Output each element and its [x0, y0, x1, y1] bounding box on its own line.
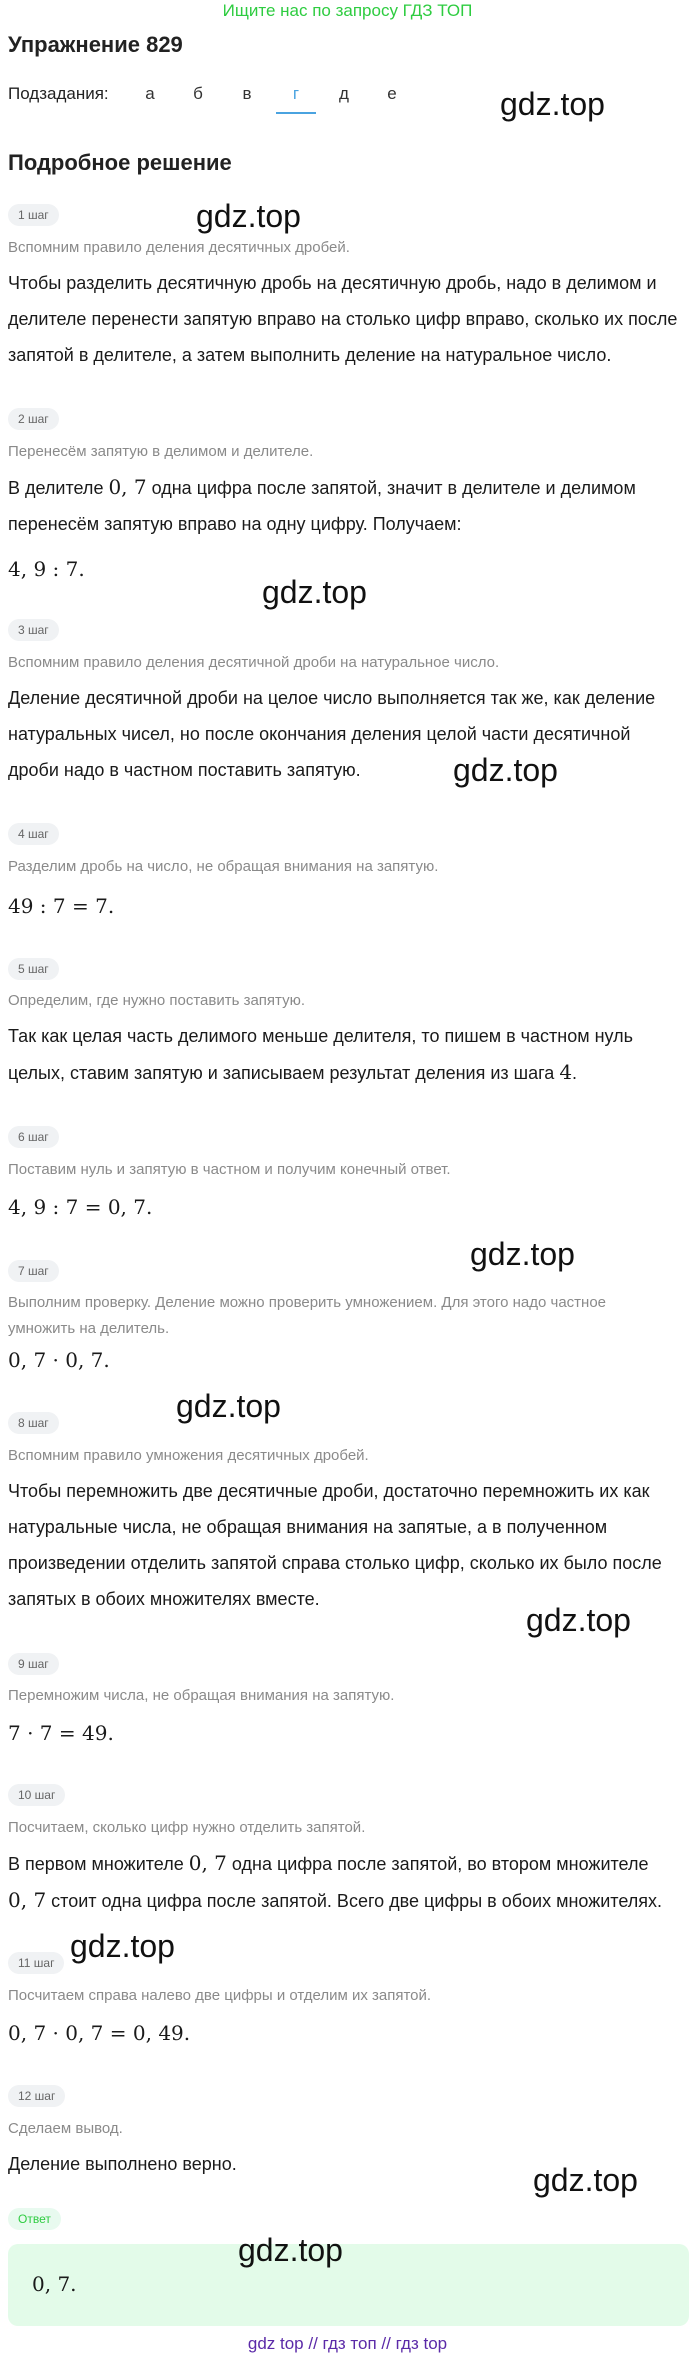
math-inline: 0, 7 — [8, 1888, 47, 1912]
step-hint: Сделаем вывод. — [8, 2120, 123, 2137]
step-hint: Посчитаем справа налево две цифры и отделим их запятой. — [8, 1987, 432, 2004]
step-hint: Перемножим числа, не обращая внимания на запятую. — [8, 1687, 395, 1704]
promo-banner: Ищите нас по запросу ГДЗ ТОП — [222, 1, 473, 20]
subtask-tab-v[interactable]: в — [242, 84, 252, 103]
footer-separator: // — [381, 2334, 391, 2353]
step-text — [8, 680, 688, 788]
watermark: gdz.top — [500, 86, 605, 122]
step-badge: 8 шаг — [8, 1412, 59, 1434]
step-badge: 12 шаг — [8, 2085, 65, 2107]
math-expression: 7 · 7 = 49. — [8, 1721, 114, 1745]
step-hint: Вспомним правило деления десятичных дробей. — [8, 239, 350, 256]
watermark: gdz.top — [176, 1388, 281, 1424]
math-expression: 49 : 7 = 7. — [8, 894, 115, 918]
text-line: натуральных чисел, но после окончания деления целой части десятичной — [8, 724, 631, 744]
watermark: gdz.top — [196, 198, 301, 234]
step-hint: Вспомним правило умножения десятичных дробей. — [8, 1447, 369, 1464]
text-line: целых, ставим запятую и записываем результат деления из шага 4. — [8, 1060, 578, 1084]
step-text — [8, 1845, 688, 1919]
subtasks-label: Подзадания: — [8, 84, 109, 103]
page-title: Упражнение 829 — [8, 32, 183, 57]
text-line: В делителе 0, 7 одна цифра после запятой, значит в делителе и делимом — [8, 475, 636, 499]
step-badge: 3 шаг — [8, 619, 59, 641]
subtask-tab-d[interactable]: д — [339, 84, 349, 103]
math-expression: 4, 9 : 7 = 0, 7. — [8, 1195, 153, 1219]
watermark: gdz.top — [453, 752, 558, 788]
footer-separator: // — [308, 2334, 318, 2353]
subtask-tab-g-active[interactable]: г — [292, 84, 300, 103]
step-badge: 9 шаг — [8, 1653, 59, 1675]
step-hint: Определим, где нужно поставить запятую. — [8, 992, 305, 1009]
text-line: В первом множителе 0, 7 одна цифра после запятой, во втором множителе — [8, 1851, 649, 1875]
math-inline: 0, 7 — [108, 475, 147, 499]
text-line: перенесём запятую вправо на одну цифру. Получаем: — [8, 514, 462, 534]
text-line: Чтобы перемножить две десятичные дроби, достаточно перемножить их как — [8, 1481, 650, 1501]
text-line: запятой в делителе, а затем выполнить деление на натуральное число. — [8, 345, 612, 365]
text-line: 0, 7 стоит одна цифра после запятой. Всего две цифры в обоих множителях. — [8, 1888, 663, 1912]
step-text — [8, 265, 688, 373]
step-badge: 2 шаг — [8, 408, 59, 430]
hint-line: умножить на делитель. — [8, 1320, 170, 1337]
step-badge: 6 шаг — [8, 1126, 59, 1148]
text-line: произведении отделить запятой справа столько цифр, сколько их было после — [8, 1553, 662, 1573]
math-inline: 4 — [559, 1060, 573, 1084]
math-expression: 0, 7 · 0, 7 = 0, 49. — [8, 2021, 191, 2045]
footer-link[interactable]: гдз top — [395, 2334, 448, 2353]
section-title: Подробное решение — [8, 150, 232, 175]
active-tab-underline — [276, 112, 316, 114]
footer-link[interactable]: gdz top — [247, 2334, 304, 2353]
footer-links — [0, 2334, 695, 2354]
text-line: делителе перенести запятую вправо на столько цифр вправо, сколько их после — [8, 309, 678, 329]
text-line: Так как целая часть делимого меньше делителя, то пишем в частном нуль — [8, 1026, 634, 1046]
answer-value: 0, 7. — [32, 2272, 77, 2296]
text-line: Чтобы разделить десятичную дробь на десятичную дробь, надо в делимом и — [8, 273, 657, 293]
watermark: gdz.top — [526, 1602, 631, 1638]
watermark: gdz.top — [470, 1236, 575, 1272]
hint-line: Выполним проверку. Деление можно проверить умножением. Для этого надо частное — [8, 1294, 607, 1311]
step-badge: 11 шаг — [8, 1952, 64, 1974]
subtask-tab-e[interactable]: е — [387, 84, 397, 103]
math-inline: 0, 7 — [188, 1851, 227, 1875]
step-badge: 4 шаг — [8, 823, 59, 845]
text-line: натуральные числа, не обращая внимания на запятые, а в полученном — [8, 1517, 608, 1537]
watermark: gdz.top — [533, 2162, 638, 2198]
watermark: gdz.top — [262, 574, 367, 610]
text-line: дроби надо в частном поставить запятую. — [8, 760, 361, 780]
text-line: запятых в обоих множителях вместе. — [8, 1589, 320, 1609]
step-text: Деление выполнено верно. — [8, 2154, 237, 2174]
step-text — [8, 1018, 688, 1091]
step-badge: 5 шаг — [8, 958, 59, 980]
watermark: gdz.top — [70, 1928, 175, 1964]
math-expression: 4, 9 : 7. — [8, 557, 85, 581]
step-hint: Разделим дробь на число, не обращая внимания на запятую. — [8, 858, 439, 875]
step-text — [8, 1473, 688, 1617]
subtask-tab-a[interactable]: а — [145, 84, 155, 103]
answer-badge: Ответ — [8, 2208, 61, 2230]
step-hint — [8, 1290, 688, 1342]
math-expression: 0, 7 · 0, 7. — [8, 1348, 110, 1372]
step-badge: 7 шаг — [8, 1260, 59, 1282]
step-badge: 10 шаг — [8, 1784, 65, 1806]
step-hint: Перенесём запятую в делимом и делителе. — [8, 443, 314, 460]
footer-link[interactable]: гдз топ — [322, 2334, 377, 2353]
text-line: Деление десятичной дроби на целое число выполняется так же, как деление — [8, 688, 656, 708]
subtask-tab-b[interactable]: б — [193, 84, 203, 103]
watermark: gdz.top — [238, 2232, 343, 2268]
step-badge: 1 шаг — [8, 204, 59, 226]
step-text — [8, 469, 688, 542]
step-hint: Посчитаем, сколько цифр нужно отделить запятой. — [8, 1819, 366, 1836]
answer-box — [8, 2244, 689, 2326]
step-hint: Вспомним правило деления десятичной дроби на натуральное число. — [8, 654, 500, 671]
step-hint: Поставим нуль и запятую в частном и получим конечный ответ. — [8, 1161, 451, 1178]
